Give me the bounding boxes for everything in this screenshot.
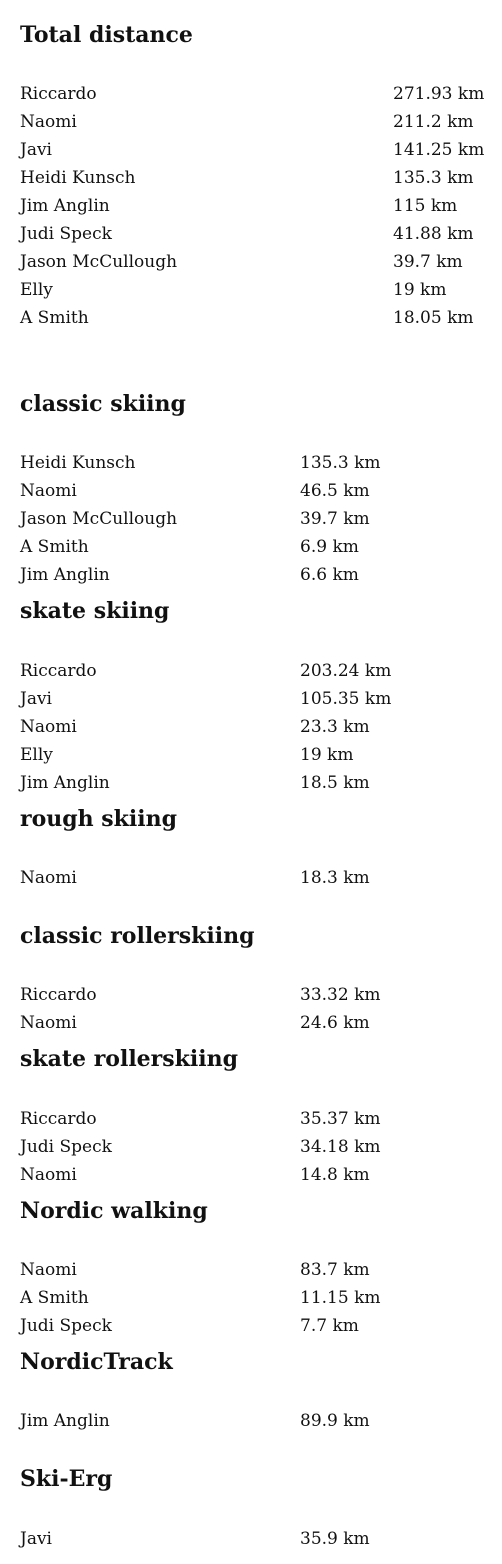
athlete-name: Naomi (20, 868, 77, 888)
total-row (0, 304, 502, 332)
section-title-nordic-walking: Nordic walking (20, 1198, 208, 1224)
distance-value: 83.7 km (300, 1260, 370, 1280)
athlete-name: Naomi (20, 1165, 77, 1185)
athlete-name: Riccardo (20, 84, 97, 104)
distance-value: 18.5 km (300, 773, 370, 793)
athlete-name: Javi (20, 689, 52, 709)
total-row (0, 164, 502, 192)
distance-value: 19 km (393, 280, 447, 300)
activity-row (0, 449, 502, 477)
distance-value: 24.6 km (300, 1013, 370, 1033)
athlete-name: Judi Speck (20, 224, 112, 244)
athlete-name: Naomi (20, 481, 77, 501)
athlete-name: Javi (20, 1529, 52, 1549)
activity-row (0, 1161, 502, 1189)
athlete-name: Jim Anglin (20, 773, 110, 793)
activity-row (0, 1009, 502, 1037)
distance-value: 115 km (393, 196, 458, 216)
section-title-classic-skiing: classic skiing (20, 391, 186, 417)
activity-row (0, 741, 502, 769)
distance-value: 35.37 km (300, 1109, 381, 1129)
distance-value: 105.35 km (300, 689, 392, 709)
activity-row (0, 864, 502, 892)
athlete-name: Javi (20, 140, 52, 160)
distance-value: 23.3 km (300, 717, 370, 737)
distance-value: 135.3 km (300, 453, 381, 473)
athlete-name: Riccardo (20, 1109, 97, 1129)
athlete-name: Jim Anglin (20, 565, 110, 585)
athlete-name: Jim Anglin (20, 196, 110, 216)
athlete-name: Judi Speck (20, 1137, 112, 1157)
section-title-total-distance: Total distance (20, 22, 193, 48)
section-title-classic-rollerskiing: classic rollerskiing (20, 923, 255, 949)
athlete-name: Jim Anglin (20, 1411, 110, 1431)
activity-row (0, 1407, 502, 1435)
distance-value: 11.15 km (300, 1288, 381, 1308)
section-title-skate-skiing: skate skiing (20, 598, 170, 624)
activity-row (0, 1284, 502, 1312)
total-row (0, 136, 502, 164)
total-row (0, 248, 502, 276)
activity-row (0, 1105, 502, 1133)
activity-row (0, 533, 502, 561)
athlete-name: Elly (20, 745, 53, 765)
section-title-nordictrack: NordicTrack (20, 1349, 173, 1375)
total-row (0, 220, 502, 248)
distance-value: 89.9 km (300, 1411, 370, 1431)
total-row (0, 192, 502, 220)
distance-value: 46.5 km (300, 481, 370, 501)
athlete-name: Jason McCullough (20, 252, 178, 272)
activity-row (0, 713, 502, 741)
athlete-name: Naomi (20, 1260, 77, 1280)
athlete-name: Naomi (20, 1013, 77, 1033)
athlete-name: Riccardo (20, 661, 97, 681)
athlete-name: Elly (20, 280, 53, 300)
distance-value: 7.7 km (300, 1316, 359, 1336)
total-row (0, 108, 502, 136)
athlete-name: Judi Speck (20, 1316, 112, 1336)
total-row (0, 80, 502, 108)
distance-value: 203.24 km (300, 661, 392, 681)
distance-value: 41.88 km (393, 224, 474, 244)
section-title-rough-skiing: rough skiing (20, 806, 178, 832)
activity-row (0, 477, 502, 505)
distance-value: 18.3 km (300, 868, 370, 888)
athlete-name: Riccardo (20, 985, 97, 1005)
athlete-name: Naomi (20, 717, 77, 737)
distance-value: 33.32 km (300, 985, 381, 1005)
distance-value: 14.8 km (300, 1165, 370, 1185)
activity-row (0, 1525, 502, 1553)
activity-row (0, 769, 502, 797)
section-title-skate-rollerskiing: skate rollerskiing (20, 1046, 238, 1072)
distance-value: 211.2 km (393, 112, 474, 132)
activity-row (0, 685, 502, 713)
athlete-name: Naomi (20, 112, 77, 132)
distance-value: 39.7 km (300, 509, 370, 529)
distance-value: 135.3 km (393, 168, 474, 188)
athlete-name: A Smith (20, 308, 89, 328)
activity-row (0, 505, 502, 533)
activity-row (0, 561, 502, 589)
activity-row (0, 1133, 502, 1161)
activity-row (0, 657, 502, 685)
athlete-name: A Smith (20, 1288, 89, 1308)
athlete-name: Jason McCullough (20, 509, 178, 529)
activity-row (0, 1256, 502, 1284)
distance-value: 18.05 km (393, 308, 474, 328)
activity-row (0, 1312, 502, 1340)
section-title-ski-erg: Ski-Erg (20, 1466, 113, 1492)
distance-value: 39.7 km (393, 252, 463, 272)
athlete-name: Heidi Kunsch (20, 168, 136, 188)
total-row (0, 276, 502, 304)
distance-value: 6.6 km (300, 565, 359, 585)
athlete-name: A Smith (20, 537, 89, 557)
athlete-name: Heidi Kunsch (20, 453, 136, 473)
activity-row (0, 981, 502, 1009)
distance-value: 6.9 km (300, 537, 359, 557)
distance-value: 34.18 km (300, 1137, 381, 1157)
distance-value: 271.93 km (393, 84, 485, 104)
distance-value: 35.9 km (300, 1529, 370, 1549)
distance-value: 141.25 km (393, 140, 485, 160)
distance-value: 19 km (300, 745, 354, 765)
